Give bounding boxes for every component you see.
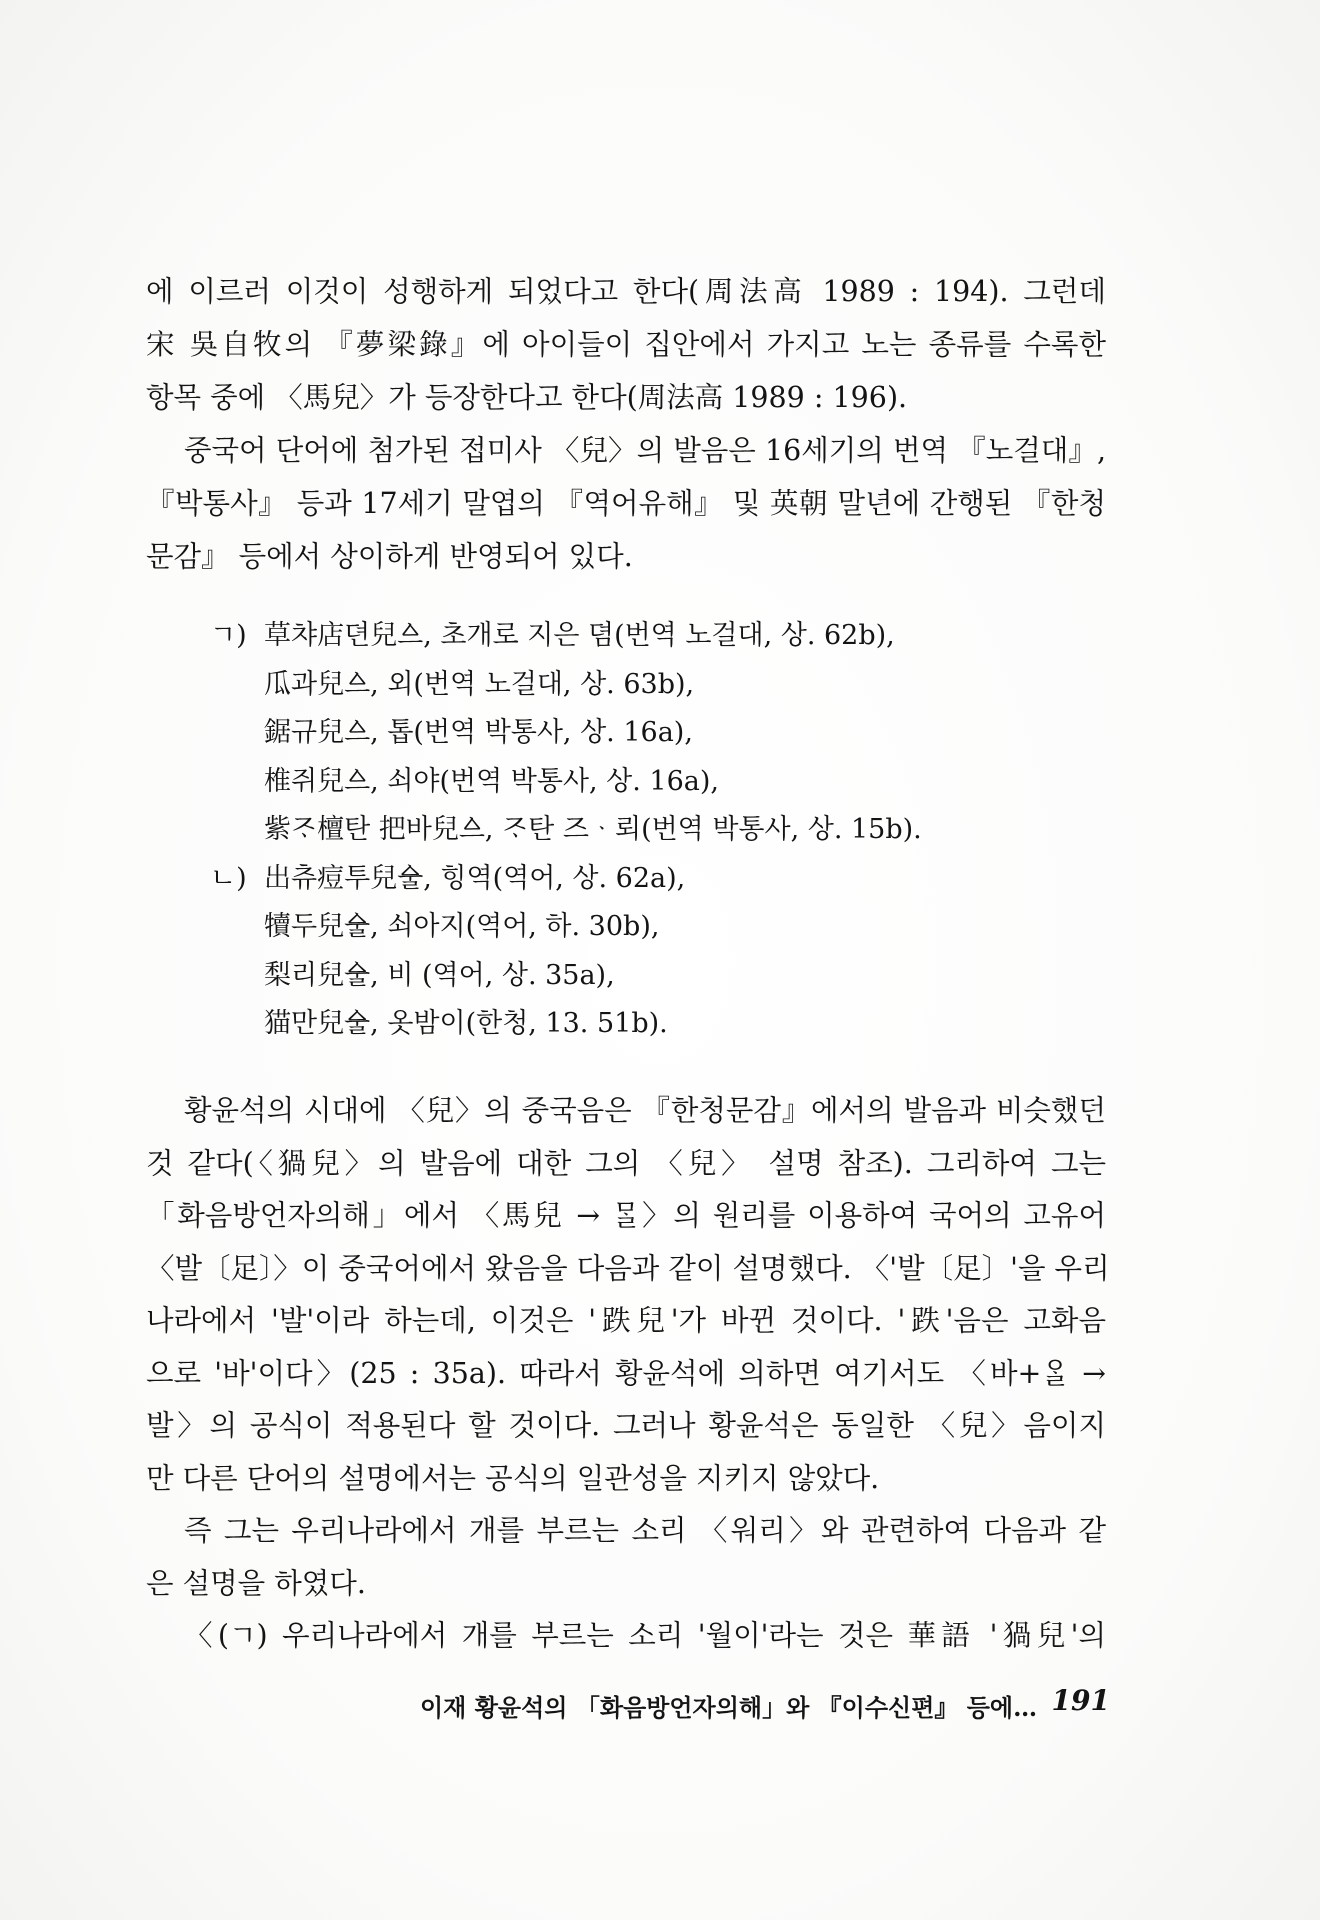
example-text: 犢두兒ᅀᅮᆯ, 쇠아지(역어, 하. 30b), [264,911,660,942]
text-line: 으로 '바'이다〉(25 : 35a). 따라서 황윤석에 의하면 여기서도 〈바+ᄋᆞᆯ → [146,1356,1106,1390]
text-line: 것 같다(〈猧兒〉의 발음에 대한 그의 〈兒〉 설명 참조). 그리하여 그는 [146,1146,1106,1180]
text-line: 항목 중에 〈馬兒〉가 등장한다고 한다(周法高 1989 : 196). [146,381,908,414]
text-line: 중국어 단어에 첨가된 접미사 〈兒〉의 발음은 16세기의 번역 『노걸대』, [184,434,1106,467]
example-text: 梨리兒ᅀᅮᆯ, 비 (역어, 상. 35a), [264,959,615,991]
example-text: 鋸규兒ᅀᅳ, 톱(번역 박통사, 상. 16a), [264,717,693,748]
text-line: 〈(ㄱ) 우리나라에서 개를 부르는 소리 '월이'라는 것은 華語 '猧兒'의 [184,1619,1106,1652]
example-item [210,1000,1030,1049]
running-title: 이재 황윤석의 「화음방언자의해」와 『이수신편』 등에… [420,1693,1038,1722]
text-line: 〈발〔足〕〉이 중국어에서 왔음을 다음과 같이 설명했다. 〈'발〔足〕'을 우리 [146,1251,1110,1285]
page-number: 191 [1051,1684,1110,1717]
example-item [210,806,1030,855]
example-marker: ㄱ) [210,620,247,651]
text-line: 宋 吳自牧의 『夢梁錄』에 아이들이 집안에서 가지고 노는 종류를 수록한 [146,328,1106,361]
example-item [210,952,1030,1001]
example-marker: ㄴ) [210,862,247,894]
text-line: 나라에서 '발'이라 하는데, 이것은 '跌兒'가 바뀐 것이다. '跌'음은 고화음 [146,1304,1106,1337]
top-paragraphs [146,265,1106,583]
running-footer [420,1684,1110,1723]
example-list [210,612,1030,1049]
example-item [210,709,1030,758]
example-item [210,758,1030,807]
example-text: 椎쥐兒ᅀᅳ, 쇠야(번역 박통사, 상. 16a), [264,765,720,797]
bottom-paragraphs [146,1085,1110,1663]
example-item [210,612,1030,661]
text-line: 『박통사』 등과 17세기 말엽의 『역어유해』 및 英朝 말년에 간행된 『한청 [146,487,1106,520]
example-text: 草챠店뎐兒ᅀᅳ, 초개로 지은 뎜(번역 노걸대, 상. 62b), [264,620,895,651]
example-text: 出츄痘투兒ᅀᅮᆯ, 힝역(역어, 상. 62a), [264,862,686,894]
text-line: 만 다른 단어의 설명에서는 공식의 일관성을 지키지 않았다. [146,1461,880,1495]
example-item [210,855,1030,904]
example-text: 猫만兒ᅀᅮᆯ, 옷밤이(한청, 13. 51b). [264,1008,668,1039]
text-line: 즉 그는 우리나라에서 개를 부르는 소리 〈워리〉와 관련하여 다음과 같 [184,1514,1106,1547]
example-item [210,903,1030,952]
example-item [210,661,1030,710]
text-line: 황윤석의 시대에 〈兒〉의 중국음은 『한청문감』에서의 발음과 비슷했던 [184,1094,1106,1127]
example-text: 瓜과兒ᅀᅳ, 외(번역 노걸대, 상. 63b), [264,668,695,700]
text-line: 발〉의 공식이 적용된다 할 것이다. 그러나 황윤석은 동일한 〈兒〉음이지 [146,1409,1106,1442]
text-line: 에 이르러 이것이 성행하게 되었다고 한다(周法高 1989 : 194). 그런데 [146,275,1106,308]
text-line: 은 설명을 하였다. [146,1566,366,1600]
example-text: 紫ᄌᆞ檀탄 把바兒ᅀᅳ, ᄌᆞ탄 즈ᆞ뢰(번역 박통사, 상. 15b). [264,814,922,845]
text-line: 문감』 등에서 상이하게 반영되어 있다. [146,540,633,573]
text-line: 「화음방언자의해」에서 〈馬兒 → ᄆᆞᆯ〉의 원리를 이용하여 국어의 고유어 [146,1199,1106,1232]
